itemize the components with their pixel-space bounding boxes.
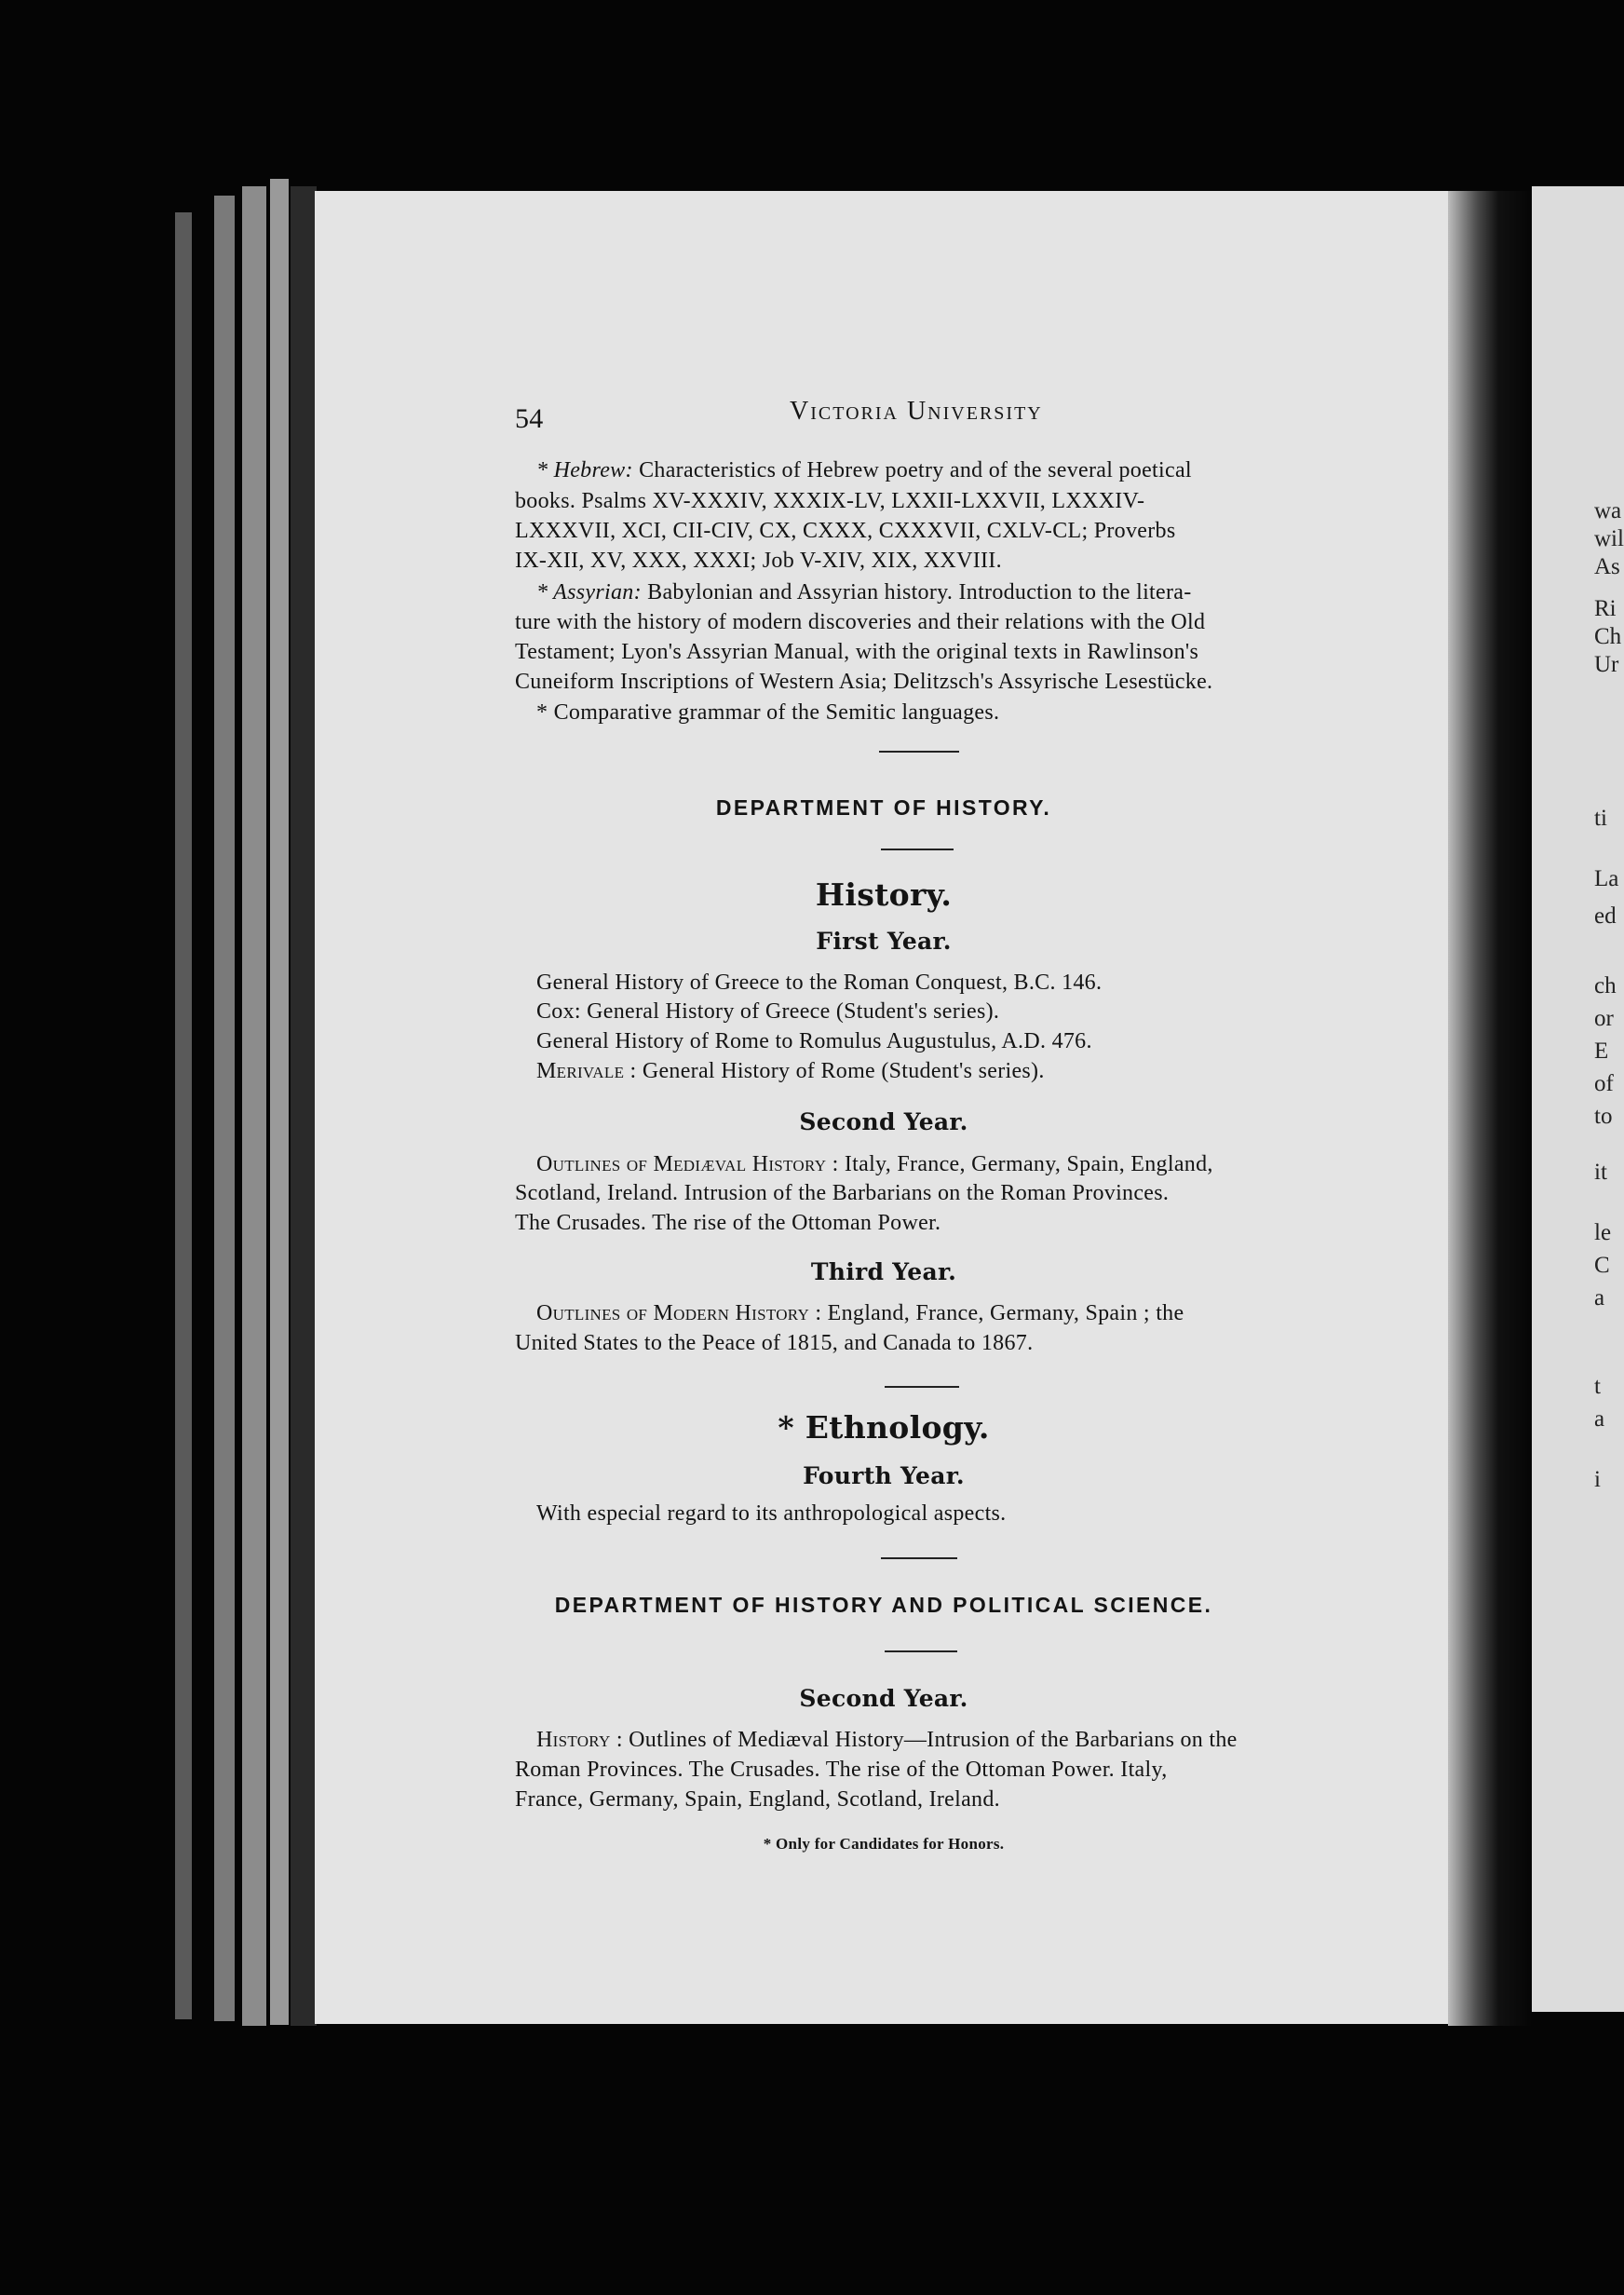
second-year-line-2: Scotland, Ireland. Intrusion of the Barbarians on the Roman Provinces. <box>515 1181 1170 1205</box>
assyrian-text: Babylonian and Assyrian history. Introduction to the litera- <box>647 580 1192 604</box>
next-page-word: Ch <box>1594 624 1622 649</box>
first-year-line-1: General History of Greece to the Roman Conquest, B.C. 146. <box>536 971 1103 995</box>
second-year-line-3: The Crusades. The rise of the Ottoman Power. <box>515 1211 941 1235</box>
assyrian-line-1 <box>536 578 1192 606</box>
divider <box>881 849 954 850</box>
third-year-text: England, France, Germany, Spain ; the <box>827 1301 1184 1325</box>
next-page-word: ch <box>1594 973 1617 998</box>
first-year-heading: First Year. <box>816 928 952 955</box>
assyrian-line-2: ture with the history of modern discoveries and their relations with the Old <box>515 610 1206 634</box>
next-page-word: le <box>1594 1220 1612 1245</box>
divider <box>885 1386 959 1388</box>
hebrew-text: Characteristics of Hebrew poetry and of the several poetical <box>639 458 1192 482</box>
subject-ethnology: * Ethnology. <box>778 1409 990 1446</box>
next-page-word: a <box>1594 1406 1605 1432</box>
history-label: History : <box>536 1728 623 1752</box>
next-page-word: La <box>1594 866 1619 891</box>
dept-history-title: DEPARTMENT OF HISTORY. <box>715 795 1052 820</box>
next-page-word: t <box>1594 1374 1601 1399</box>
book-page <box>315 191 1453 2024</box>
next-page-word: of <box>1594 1071 1614 1096</box>
assyrian-line-4: Cuneiform Inscriptions of Western Asia; Delitzsch's Assyrische Lesestücke. <box>515 670 1213 694</box>
next-page <box>1532 186 1624 2012</box>
page-number: 54 <box>515 403 544 434</box>
footnote: * Only for Candidates for Honors. <box>763 1835 1005 1853</box>
divider <box>885 1650 957 1652</box>
next-page-word: to <box>1594 1104 1613 1129</box>
next-page-word: Ri <box>1594 596 1617 621</box>
merivale-text: General History of Rome (Student's series). <box>642 1059 1045 1083</box>
hebrew-line-4: IX-XII, XV, XXX, XXXI; Job V-XIV, XIX, XXVIII. <box>515 549 1002 573</box>
comparative-grammar: * Comparative grammar of the Semitic languages. <box>536 700 1000 725</box>
fourth-year-heading: Fourth Year. <box>803 1462 965 1489</box>
hebrew-line-3: LXXXVII, XCI, CII-CIV, CX, CXXX, CXXXVII, CXLV-CL; Proverbs <box>515 519 1176 543</box>
next-page-word: wa <box>1594 498 1622 523</box>
political-line-1 <box>536 1726 1238 1754</box>
divider <box>881 1557 957 1559</box>
page-edge <box>175 212 192 2019</box>
first-year-line-4 <box>536 1057 1045 1085</box>
assyrian-line-3: Testament; Lyon's Assyrian Manual, with the original texts in Rawlinson's <box>515 640 1199 664</box>
page-edge <box>242 186 266 2026</box>
book-gutter <box>1448 191 1532 2026</box>
third-year-heading: Third Year. <box>810 1258 957 1285</box>
next-page-word: wil <box>1594 526 1624 551</box>
political-text: Outlines of Mediæval History—Intrusion of the Barbarians on the <box>629 1728 1238 1752</box>
next-page-word: i <box>1594 1467 1601 1492</box>
next-page-word: As <box>1594 554 1620 579</box>
dept-political-title: DEPARTMENT OF HISTORY AND POLITICAL SCIENCE. <box>554 1593 1213 1617</box>
political-line-3: France, Germany, Spain, England, Scotland, Ireland. <box>515 1787 1000 1812</box>
subject-history: History. <box>815 876 953 913</box>
hebrew-label: * Hebrew: <box>536 458 633 482</box>
hebrew-line-1 <box>536 456 1192 484</box>
hebrew-line-2: books. Psalms XV-XXXIV, XXXIX-LV, LXXII-LXXVII, LXXXIV- <box>515 489 1145 513</box>
page-edge <box>291 186 317 2026</box>
ethnology-line: With especial regard to its anthropological aspects. <box>536 1501 1007 1526</box>
page-edge <box>270 179 289 2025</box>
second-year-heading: Second Year. <box>799 1108 968 1135</box>
next-page-word: ed <box>1594 903 1617 929</box>
political-line-2: Roman Provinces. The Crusades. The rise of the Ottoman Power. Italy, <box>515 1758 1168 1782</box>
second-year-text: Italy, France, Germany, Spain, England, <box>844 1152 1213 1176</box>
political-second-year-heading: Second Year. <box>799 1685 968 1712</box>
modern-history-label: Outlines of Modern History : <box>536 1301 822 1325</box>
merivale-label: Merivale : <box>536 1059 637 1083</box>
third-year-line-2: United States to the Peace of 1815, and Canada to 1867. <box>515 1331 1034 1355</box>
first-year-line-2: Cox: General History of Greece (Student's series). <box>536 999 1000 1024</box>
next-page-word: E <box>1594 1039 1609 1064</box>
third-year-line-1 <box>536 1299 1184 1327</box>
next-page-word: C <box>1594 1253 1610 1278</box>
divider <box>879 751 959 753</box>
next-page-word: it <box>1594 1160 1607 1185</box>
second-year-line-1 <box>536 1150 1213 1178</box>
page-edge <box>214 196 235 2021</box>
next-page-word: ti <box>1594 806 1607 831</box>
running-head: Victoria University <box>790 397 1043 426</box>
medieval-history-label: Outlines of Mediæval History : <box>536 1152 839 1176</box>
next-page-word: a <box>1594 1285 1605 1310</box>
first-year-line-3: General History of Rome to Romulus Augustulus, A.D. 476. <box>536 1029 1092 1053</box>
next-page-word: or <box>1594 1006 1614 1031</box>
next-page-word: Ur <box>1594 652 1619 677</box>
assyrian-label: * Assyrian: <box>536 580 642 604</box>
